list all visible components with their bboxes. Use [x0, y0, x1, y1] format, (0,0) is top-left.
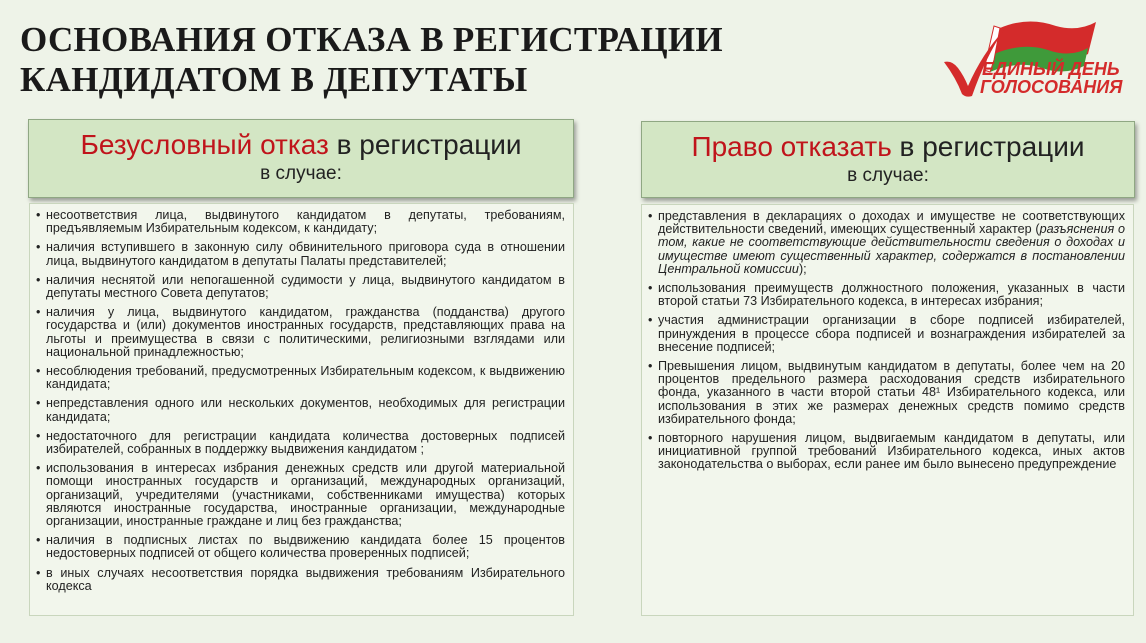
heading-red-text: Право отказать: [691, 131, 892, 162]
page-title: [20, 20, 723, 100]
list-item: • несоответствия лица, выдвинутого кандидатом в депутаты, требованиям, предъявляемым Избирательным кодексом, к кандидату;: [30, 209, 565, 235]
list-item-end: );: [798, 261, 807, 276]
unconditional-refusal-list: [30, 209, 573, 593]
right-to-refuse-list: [642, 210, 1133, 472]
list-item: • наличия у лица, выдвинутого кандидатом, гражданства (подданства) другого государства и (или) документов иностранных государств, представляющих права на льготы и преимущества в связи с политическими, религиозными взглядами или национальной принадлежностью;: [30, 306, 565, 359]
list-item: • использования в интересах избрания денежных средств или другой материальной помощи иностранных государств и организаций, международных организаций, организаций, учредителями (участниками, собственниками имущества) которых являются иностранные государства, иностранные организации, международные организации, иностранные граждане и лиц без гражданства;: [30, 462, 565, 528]
right-to-refuse-header: [641, 121, 1135, 198]
list-item: • Превышения лицом, выдвинутым кандидатом в депутаты, более чем на 20 процентов предельного размера расходования средств избирательного фонда, указанного в части второй статьи 48¹ Избирательного кодекса, или использования в этих же размерах денежных средств помимо средств избирательного фонда;: [642, 360, 1125, 426]
logo-text-line2: ГОЛОСОВАНИЯ: [980, 77, 1123, 97]
logo-text: [982, 60, 1122, 96]
heading-rest-text: в регистрации: [328, 129, 522, 160]
list-item: • наличия в подписных листах по выдвижению кандидата более 15 процентов недостоверных подписей от общего количества проверенных подписей;: [30, 534, 565, 560]
list-item: [642, 210, 1125, 276]
list-item: • наличия неснятой или непогашенной судимости у лица, выдвинутого кандидатом в депутаты местного Совета депутатов;: [30, 274, 565, 300]
logo-text-line1: ЕДИНЫЙ ДЕНЬ: [982, 59, 1120, 79]
list-item: • наличия вступившего в законную силу обвинительного приговора суда в отношении лица, выдвинутого кандидатом в депутаты Палаты представителей;: [30, 241, 565, 267]
unconditional-refusal-header: [28, 119, 574, 198]
list-item-text: представления в декларациях о доходах и имуществе не соответствующих действительности сведений, имеющих существенный характер (: [658, 209, 1125, 237]
list-item: • использования преимуществ должностного положения, указанных в части второй статьи 73 Избирательного кодекса, в интересах избрания;: [642, 282, 1125, 308]
heading-rest-text: в регистрации: [891, 131, 1085, 162]
right-to-refuse-subheading: в случае:: [847, 165, 929, 186]
unconditional-refusal-heading: [29, 128, 573, 162]
list-item: • участия администрации организации в сборе подписей избирателей, принуждения в процессе сбора подписей и вознаграждения избирателей за внесение подписей;: [642, 314, 1125, 354]
list-item: • недостаточного для регистрации кандидата количества достоверных подписей избирателей, собранных в поддержку выдвижения кандидатом ;: [30, 430, 565, 456]
page-title-line2: КАНДИДАТОМ В ДЕПУТАТЫ: [20, 60, 528, 99]
list-item: • непредставления одного или нескольких документов, необходимых для регистрации кандидата;: [30, 397, 565, 423]
list-item: • в иных случаях несоответствия порядка выдвижения требованиям Избирательного кодекса: [30, 567, 565, 593]
unconditional-refusal-list-box: [29, 203, 574, 616]
list-item: • несоблюдения требований, предусмотренных Избирательным кодексом, к выдвижению кандидата;: [30, 365, 565, 391]
page-title-line1: ОСНОВАНИЯ ОТКАЗА В РЕГИСТРАЦИИ: [20, 20, 723, 59]
right-to-refuse-list-box: [641, 204, 1134, 616]
heading-red-text: Безусловный отказ: [80, 129, 329, 160]
right-to-refuse-heading: [642, 130, 1134, 164]
list-item: • повторного нарушения лицом, выдвигаемым кандидатом в депутаты, или инициативной группой требований Избирательного кодекса, иных актов законодательства о выборах, если ранее им было вынесено предупреждение: [642, 432, 1125, 472]
list-item-italic-note: разъяснения о том, какие не соответствующие действительности сведения о доходах и имуществе имеют существенный характер, содержатся в постановлении Центральной комиссии: [658, 222, 1125, 276]
unconditional-refusal-subheading: в случае:: [260, 163, 342, 184]
